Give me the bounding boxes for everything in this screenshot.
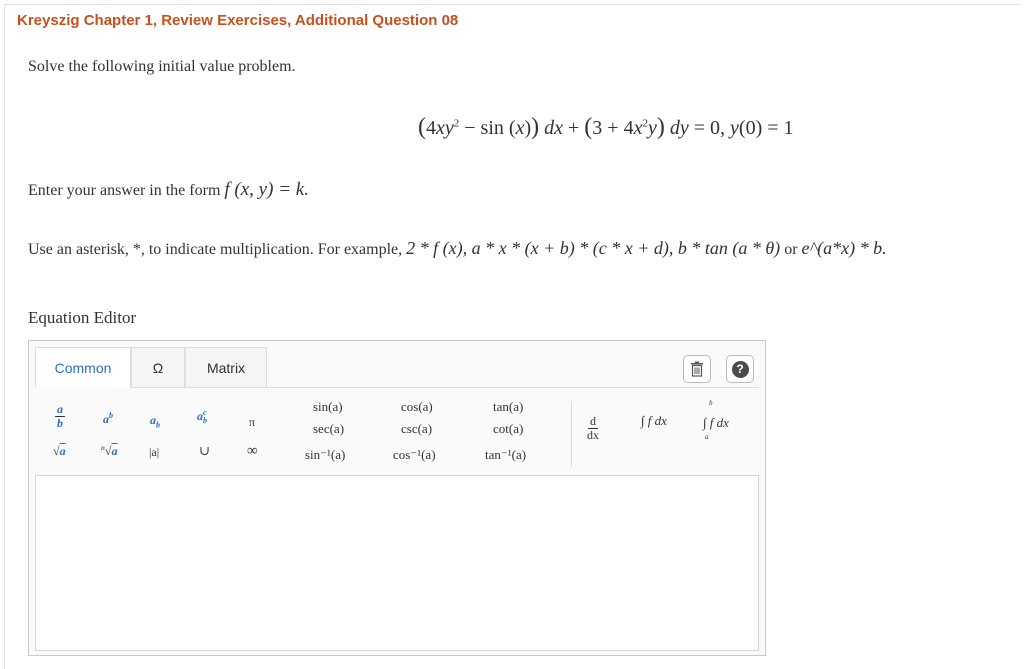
csc-label: csc(a) (401, 421, 433, 436)
integral-button[interactable] (641, 413, 667, 429)
sec-button[interactable] (313, 421, 344, 437)
equation-editor-title: Equation Editor (28, 308, 137, 327)
acos-label: cos⁻¹(a) (393, 447, 436, 462)
cos-label: cos(a) (401, 399, 433, 414)
asterisk-or: or (784, 241, 798, 258)
asin-button[interactable] (305, 447, 345, 463)
tan-label: tan(a) (493, 399, 524, 414)
tan-button[interactable] (493, 399, 523, 415)
question-title: Kreyszig Chapter 1, Review Exercises, Additional Question 08 (17, 12, 459, 29)
ivp-equation: $(4xy^2 - \sin (x))$ dx + $(3 + 4x^2y)$ dy = 0, y(0) = 1 (418, 114, 794, 140)
definite-integral-button[interactable]: b ∫ f dx a (703, 399, 729, 441)
trash-icon (690, 361, 704, 377)
clear-button[interactable] (683, 355, 711, 383)
union-button[interactable] (199, 443, 210, 459)
answer-input[interactable] (35, 475, 759, 651)
answer-form-prefix: Enter your answer in the form (28, 182, 221, 199)
power-button[interactable]: $a^b$ (103, 411, 113, 426)
subscript-button[interactable]: $a_b$ (150, 413, 160, 430)
editor-tab-bar (35, 347, 759, 388)
cos-button[interactable] (401, 399, 433, 415)
tab-matrix[interactable]: Matrix (185, 347, 267, 387)
asterisk-prefix: Use an asterisk, *, to indicate multiplication. For example, (28, 241, 403, 258)
deriv-den: dx (587, 428, 599, 442)
palette-divider (571, 401, 572, 467)
atan-label: tan⁻¹(a) (485, 447, 527, 462)
integral-label: ∫ f dx (641, 413, 667, 428)
asterisk-example-exp: e^(a*x) * b. (801, 238, 887, 258)
help-button[interactable] (726, 355, 754, 383)
answer-form-math: f (x, y) = k. (224, 179, 309, 200)
cot-button[interactable] (493, 421, 523, 437)
pi-button[interactable] (249, 415, 255, 430)
equation-editor (28, 340, 766, 656)
abs-button[interactable] (149, 445, 159, 460)
atan-button[interactable] (485, 447, 526, 463)
csc-button[interactable] (401, 421, 432, 437)
asin-label: sin⁻¹(a) (305, 447, 346, 462)
question-prompt: Solve the following initial value problem. (28, 58, 296, 75)
answer-form-instruction (28, 179, 309, 201)
infinity-button[interactable] (247, 443, 258, 460)
tab-common[interactable]: Common (35, 347, 131, 388)
asterisk-instruction (28, 238, 887, 259)
nth-root-button[interactable]: $^n$√a (101, 444, 118, 458)
sqrt-button[interactable]: √a (53, 444, 66, 458)
cot-label: cot(a) (493, 421, 524, 436)
pi-label: π (249, 415, 256, 429)
deriv-num: d (590, 414, 596, 428)
tab-greek[interactable]: Ω (131, 347, 185, 387)
asterisk-example: 2 * f (x), a * x * (x + b) * (c * x + d), b * tan (a * θ) (406, 238, 781, 258)
sin-label: sin(a) (313, 399, 343, 414)
sec-label: sec(a) (313, 421, 345, 436)
sin-button[interactable] (313, 399, 343, 415)
help-icon: ? (732, 361, 749, 378)
fraction-button[interactable]: $\frac{a}{b}$ (57, 402, 63, 430)
derivative-button[interactable] (587, 415, 599, 442)
def-integral-label: ∫ f dx (703, 415, 729, 430)
abs-label: |a| (149, 445, 160, 459)
acos-button[interactable] (393, 447, 436, 463)
sub-super-button[interactable]: a c b (197, 408, 207, 425)
infinity-label: ∞ (247, 443, 258, 459)
union-label: ∪ (199, 443, 210, 458)
